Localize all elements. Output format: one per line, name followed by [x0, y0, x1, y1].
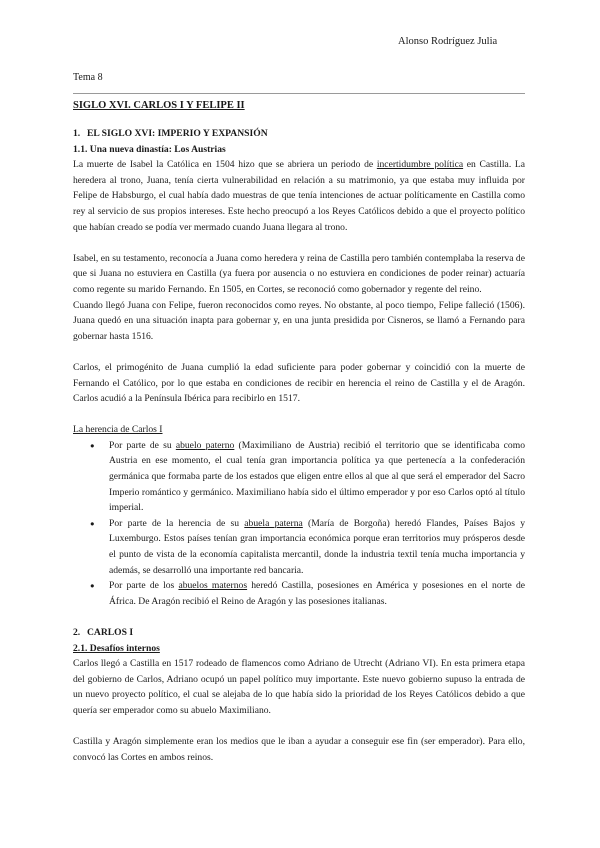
herencia-label: La herencia de Carlos I: [73, 424, 163, 436]
section-1-heading: 1. EL SIGLO XVI: IMPERIO Y EXPANSIÓN: [73, 128, 268, 139]
paragraph: Castilla y Aragón simplemente eran los medios que le iban a ayudar a conseguir ese fin (ser emperador). Para ello, convocó las Cortes en ambos reinos.: [73, 736, 525, 763]
paragraph: Isabel, en su testamento, reconocía a Juana como heredera y reina de Castilla pero también contemplaba la reserva de que si Juana no estuviera en Castilla (ya fuera por ausencia o no estuviera en condiciones de poder reinar) actuaría como regente su marido Fernando. En 1505, en Cortes, se reconoció como gobernador y regente del reino.: [73, 252, 525, 295]
section-2-heading: 2. CARLOS I: [73, 627, 134, 638]
page-title: SIGLO XVI. CARLOS I Y FELIPE II: [73, 100, 245, 111]
herencia-list: [73, 438, 525, 610]
section-1-1-heading: 1.1. Una nueva dinastía: Los Austrias: [73, 143, 226, 155]
section-2-1-heading: 2.1. Desafíos internos: [73, 642, 160, 654]
list-item: ● Por parte de los abuelos maternos heredó Castilla, posesiones en América y posesiones en el norte de África. De Aragón recibió el Reino de Aragón y las posesiones italianas.: [109, 578, 525, 609]
list-item: ● Por parte de su abuelo paterno (Maximiliano de Austria) recibió el territorio que se identificaba como Austria en ese momento, el cual tenía gran importancia política ya que pertenecía a la confederación germánica que formaba parte de los estados que eligen entre ellos al que al que será el emperador del Sacro Imperio romántico y germánico. Maximiliano había sido el último emperador y por eso Carlos optó al título imperial.: [109, 438, 525, 516]
author-name: Alonso Rodríguez Julia: [398, 36, 498, 47]
paragraph: Cuando llegó Juana con Felipe, fueron reconocidos como reyes. No obstante, al poco tiempo, Felipe falleció (1506). Juana quedó en una situación inapta para gobernar y, en una junta presidida por Cisneros, se llamó a Fernando para gobernar hasta 1516.: [73, 299, 525, 342]
paragraph: Carlos, el primogénito de Juana cumplió la edad suficiente para poder gobernar y coincidió con la muerte de Fernando el Católico, por lo que estaba en condiciones de recibir en herencia el reino de Castilla y el de Aragón. Carlos acudió a la Península Ibérica para recibirlo en 1517.: [73, 361, 525, 405]
list-item: ● Por parte de la herencia de su abuela paterna (María de Borgoña) heredó Flandes, Países Bajos y Luxemburgo. Estos países tenían gran importancia económica porque eran territorios muy prósperos desde el punto de vista de la economía capitalista mercantil, donde la industria textil tenía mucha importancia y además, se desarrolló una importante red bancaria.: [109, 516, 525, 578]
paragraph: Carlos llegó a Castilla en 1517 rodeado de flamencos como Adriano de Utrecht (Adriano VI). En esta primera etapa del gobierno de Carlos, Adriano ocupó un papel político muy importante. Este nuevo gobierno supuso la entrada de un nuevo proyecto político, el cual se alejaba de lo que había sido la prioridad de los Reyes Católicos debido a que quería ser emperador como su abuelo Maximiliano.: [73, 658, 525, 716]
topic-label: Tema 8: [73, 72, 103, 83]
document-body: [73, 126, 525, 765]
header-divider: [73, 93, 525, 94]
paragraph: La muerte de Isabel la Católica en 1504 hizo que se abriera un periodo de incertidumbre política en Castilla. La heredera al trono, Juana, tenía cierta vulnerabilidad en relación a su matrimonio, ya que estaba muy influida por Felipe de Habsburgo, el cual había dado muestras de que tenía intenciones de actuar políticamente en Castilla como rey al servicio de sus propios intereses. Este hecho preocupó a los Reyes Católicos debido a que el proyecto político que habían creado se podía ver mermado cuando Juana llegara al trono.: [73, 159, 526, 233]
